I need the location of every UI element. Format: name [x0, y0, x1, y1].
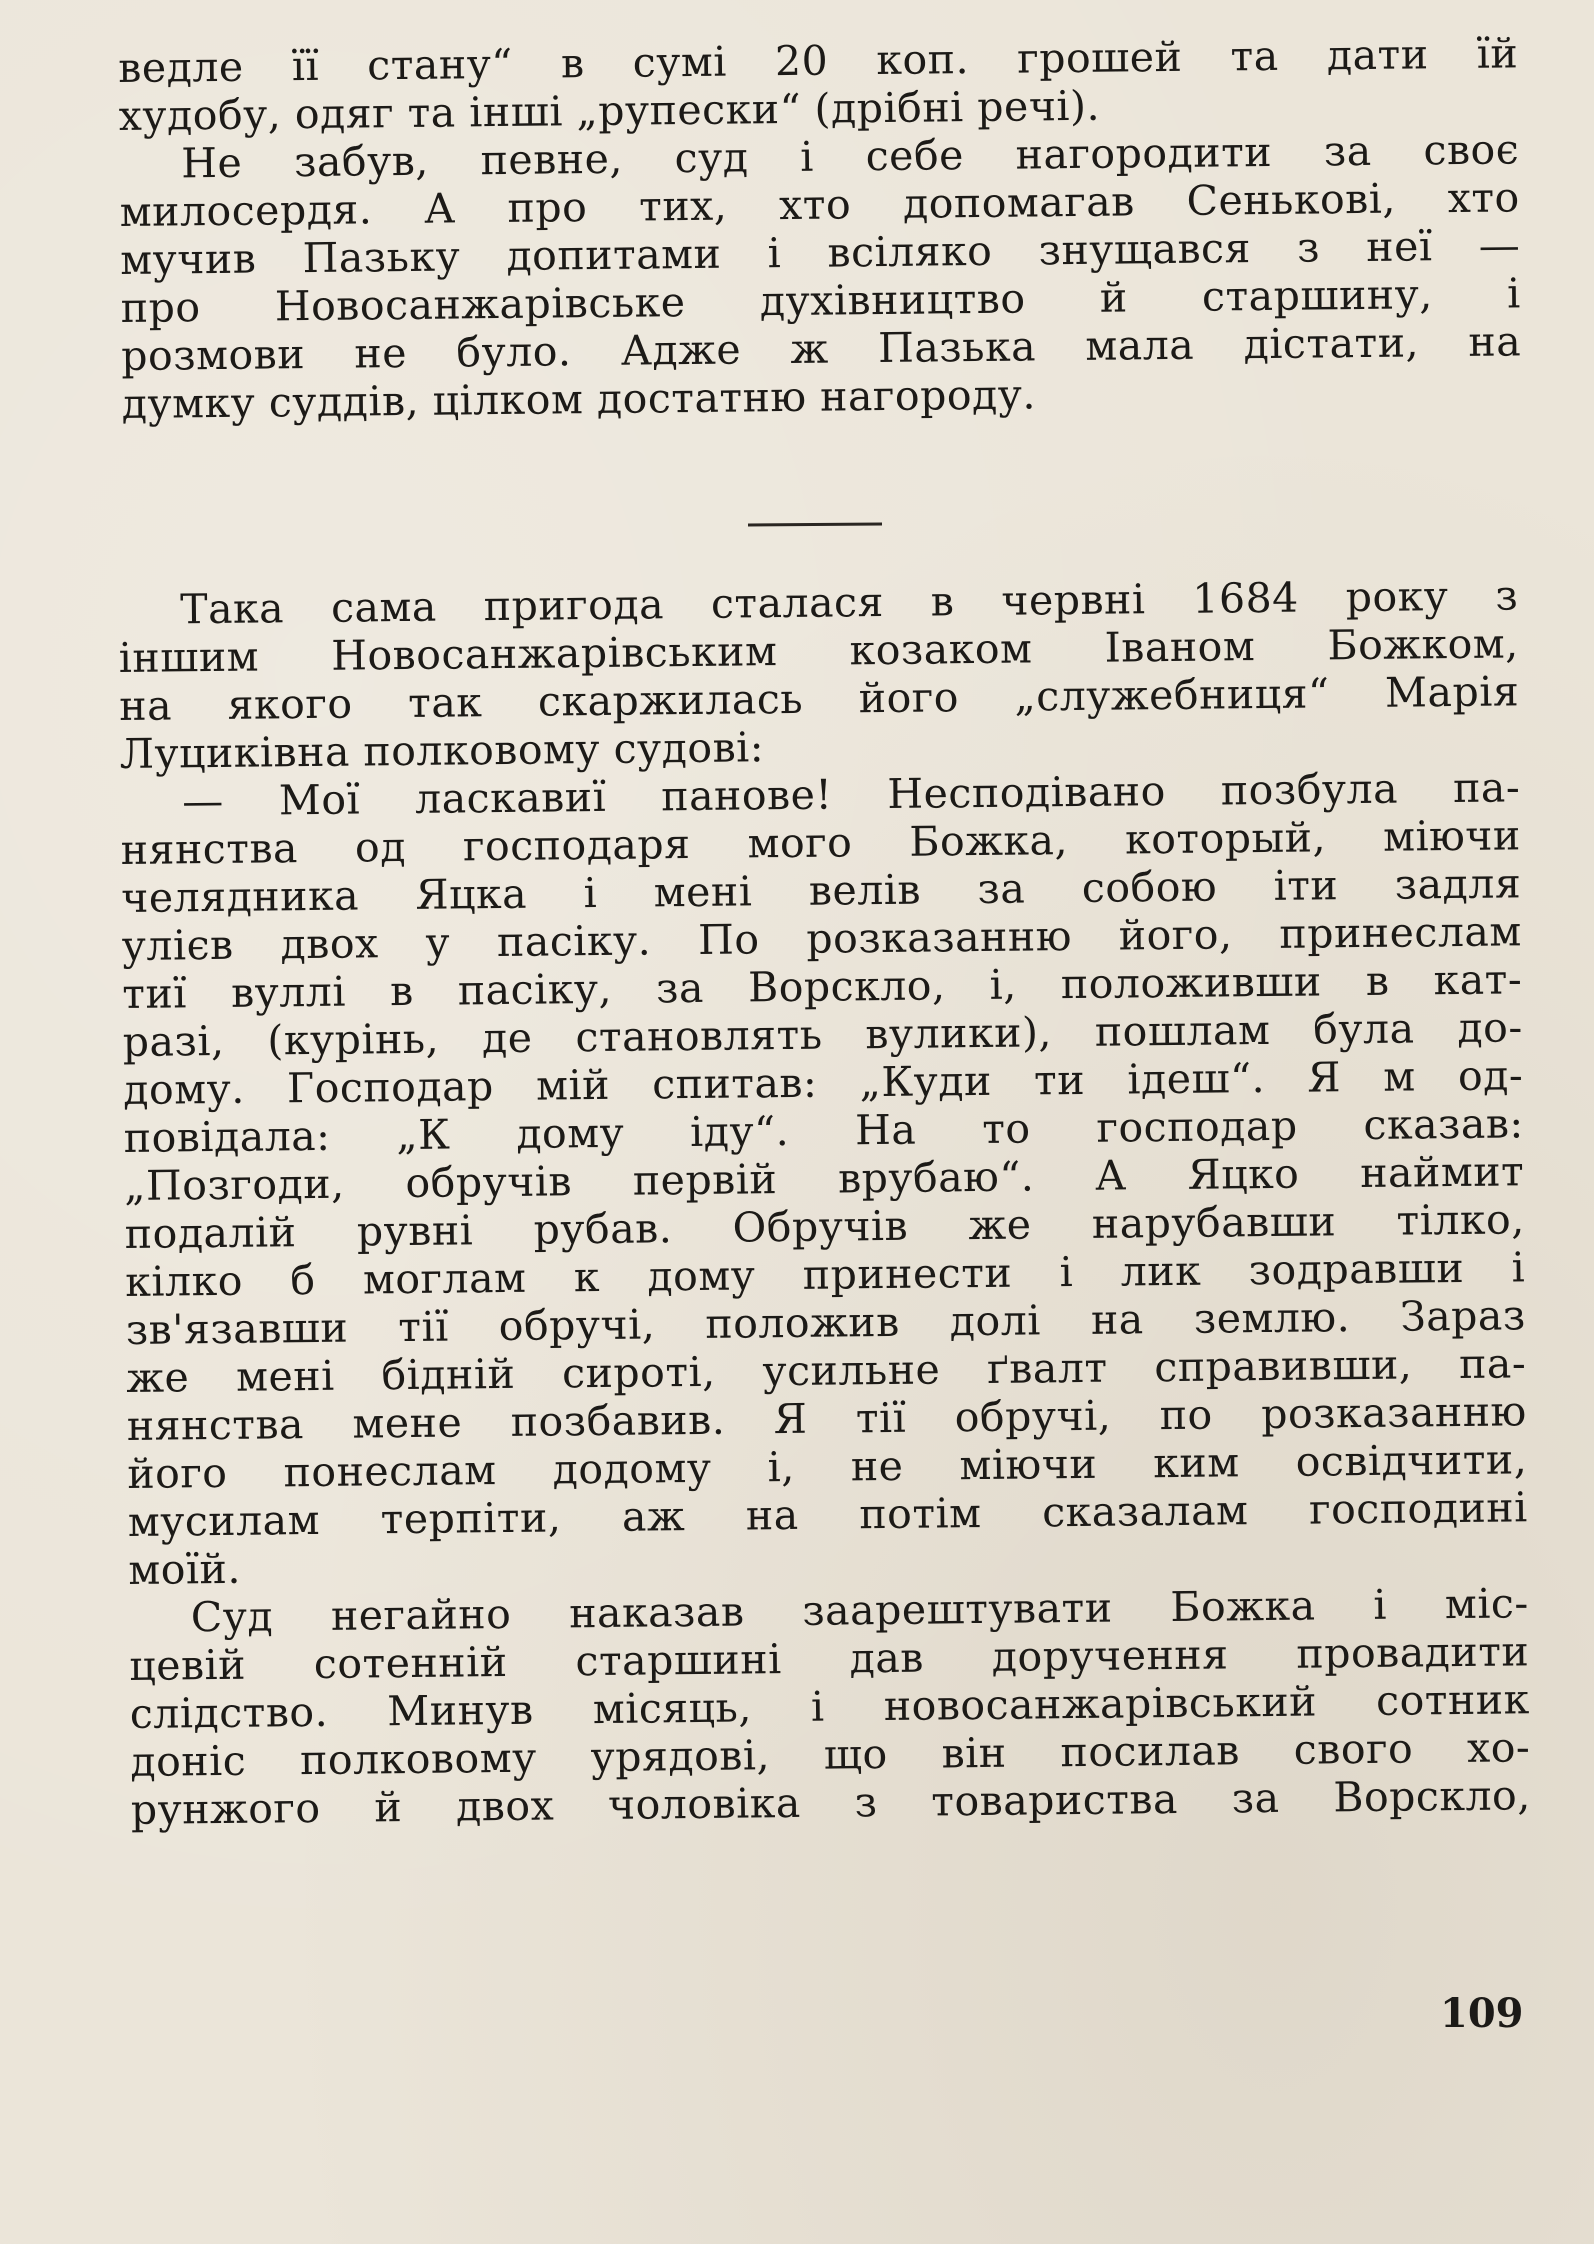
paragraph-3: [118, 571, 1520, 778]
text-line: цевій сотенній старшині дав доручення провадити: [129, 1627, 1530, 1690]
text-line: Не забув, певне, суд і себе нагородити за своє: [181, 125, 1520, 188]
text-line: разі, (курінь, де становлять вулики), пошлам була до-: [122, 1003, 1523, 1066]
text-line: дому. Господар мій спитав: „Куди ти ідеш“. Я м од-: [123, 1051, 1524, 1114]
text-line: ведле її стану“ в сумі 20 коп. грошей та дати їй: [118, 29, 1519, 92]
text-line: Суд негайно наказав заарештувати Божка і міс-: [190, 1579, 1529, 1642]
paragraph-4-testimony: [120, 763, 1528, 1594]
paragraph-5: [129, 1579, 1531, 1834]
text-line: челядника Яцка і мені велів за собою іти задля: [121, 859, 1522, 922]
text-line: рунжого й двох чоловіка з товариства за Ворскло,: [130, 1771, 1531, 1834]
text-line: про Новосанжарівське духівництво й старшину, і: [120, 269, 1521, 332]
text-line: — Мої ласкавиї панове! Несподівано позбула па-: [182, 763, 1521, 826]
text-line: розмови не було. Адже ж Пазька мала дістати, на: [121, 317, 1522, 380]
paragraph-1: [118, 29, 1519, 140]
text-line: думку суддів, цілком достатню нагороду.: [121, 370, 1037, 428]
text-line: кілко б моглам к дому принести і лик зодравши і: [125, 1243, 1526, 1306]
text-line: Така сама пригода сталася в червні 1684 року з: [179, 571, 1519, 634]
text-line: нянства мене позбавив. Я тії обручі, по розказанню: [126, 1387, 1527, 1450]
text-line: же мені бідній сироті, усильне ґвалт справивши, па-: [126, 1339, 1527, 1402]
section-separator: [748, 523, 882, 527]
text-line: мучив Пазьку допитами і всіляко знущався з неї —: [120, 221, 1521, 284]
text-line: зв'язавши тії обручі, положив долі на землю. Зараз: [125, 1291, 1526, 1354]
text-line: улієв двох у пасіку. По розказанню його, принеслам: [121, 907, 1522, 970]
text-line: його понеслам додому і, не міючи ким освідчити,: [127, 1435, 1528, 1498]
text-block-main: [118, 571, 1531, 1834]
text-line: мусилам терпіти, аж на потім сказалам господині: [127, 1483, 1528, 1546]
text-line: милосердя. А про тих, хто допомагав Сенькові, хто: [119, 173, 1520, 236]
text-line: слідство. Минув місяць, і новосанжарівський сотник: [129, 1675, 1530, 1738]
text-block-top: [118, 29, 1522, 428]
text-line: Луциківна полковому судові:: [119, 723, 765, 778]
text-line: тиї вуллі в пасіку, за Ворскло, і, положивши в кат-: [122, 955, 1523, 1018]
paragraph-2: [119, 125, 1522, 428]
text-line: повідала: „К дому іду“. На то господар сказав:: [123, 1099, 1524, 1162]
text-line: подалій рувні рубав. Обручів же нарубавши тілко,: [124, 1195, 1525, 1258]
text-line: „Позгоди, обручів первій врубаю“. А Яцко наймит: [124, 1147, 1525, 1210]
text-line: худобу, одяг та інші „рупески“ (дрібні речі).: [118, 81, 1101, 140]
page-number: 109: [1440, 1990, 1524, 2037]
text-line: моїй.: [128, 1544, 242, 1594]
text-line: нянства од господаря мого Божка, который, міючи: [120, 811, 1521, 874]
text-line: іншим Новосанжарівським козаком Іваном Божком,: [118, 619, 1519, 682]
text-line: на якого так скаржилась його „служебниця“ Марія: [119, 667, 1520, 730]
text-line: доніс полковому урядові, що він посилав свого хо-: [130, 1723, 1531, 1786]
